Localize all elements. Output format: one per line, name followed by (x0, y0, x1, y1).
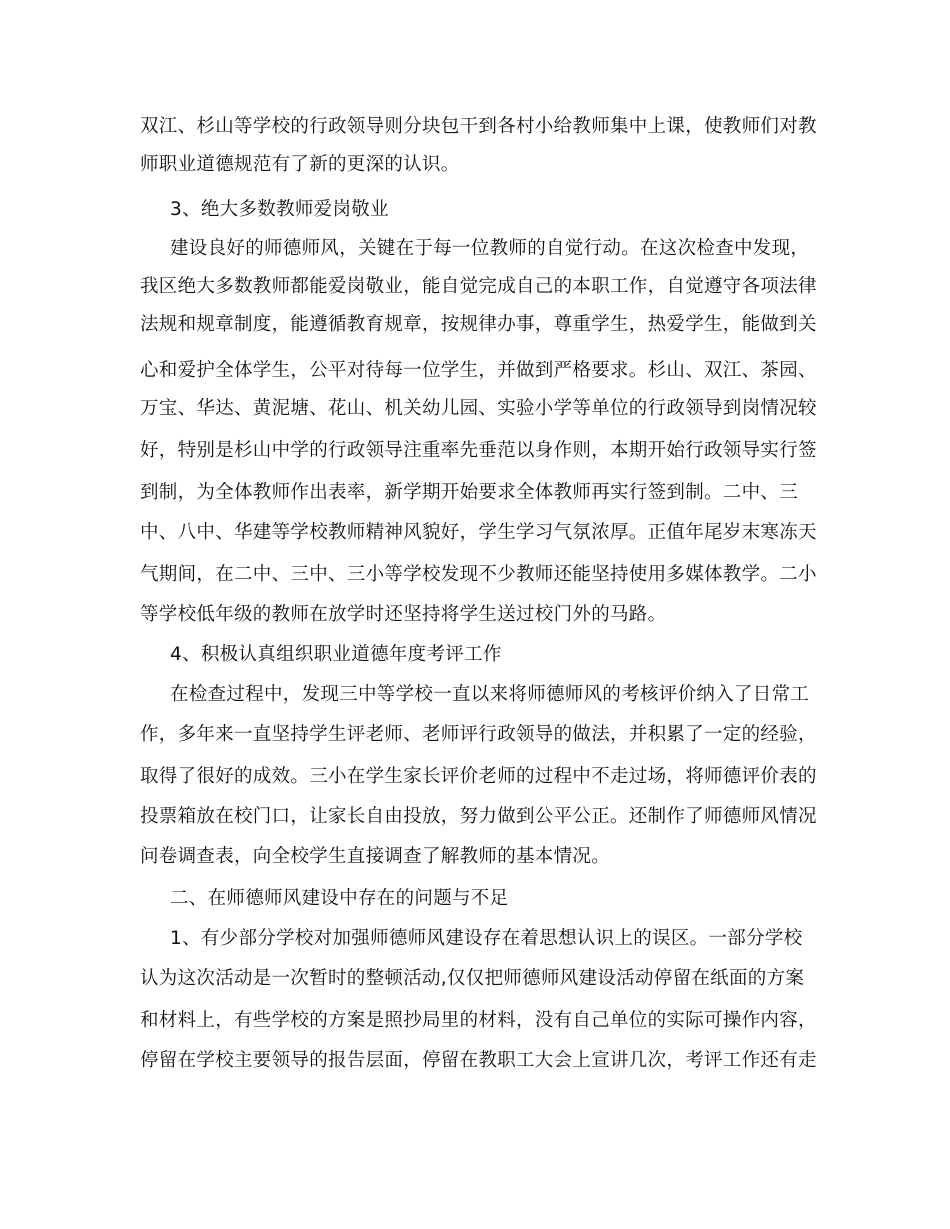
paragraph-line: 师职业道德规范有了新的更深的认识。 (140, 154, 460, 175)
section-heading: 4、积极认真组织职业道德年度考评工作 (170, 644, 502, 665)
paragraph-line: 我区绝大多数教师都能爱岗敬业，能自觉完成自己的本职工作，自觉遵守各项法律 (140, 276, 817, 297)
section-heading: 二、在师德师风建设中存在的问题与不足 (170, 888, 509, 909)
paragraph-line: 停留在学校主要领导的报告层面，停留在教职工大会上宣讲几次，考评工作还有走 (140, 1050, 817, 1071)
paragraph-line: 认为这次活动是一次暂时的整顿活动,仅仅把师德师风建设活动停留在纸面的方案 (140, 968, 805, 989)
paragraph-line: 法规和规章制度，能遵循教育规章，按规律办事，尊重学生，热爱学生，能做到关 (140, 314, 817, 335)
paragraph-line: 投票箱放在校门口，让家长自由投放，努力做到公平公正。还制作了师德师风情况 (140, 806, 817, 827)
paragraph-line: 双江、杉山等学校的行政领导则分块包干到各村小给教师集中上课，使教师们对教 (140, 116, 817, 137)
paragraph-line: 万宝、华达、黄泥塘、花山、机关幼儿园、实验小学等单位的行政领导到岗情况较 (140, 398, 817, 419)
paragraph-line: 心和爱护全体学生，公平对待每一位学生，并做到严格要求。杉山、双江、茶园、 (140, 360, 817, 381)
paragraph-line: 在检查过程中，发现三中等学校一直以来将师德师风的考核评价纳入了日常工 (170, 684, 810, 705)
paragraph-line: 到制，为全体教师作出表率，新学期开始要求全体教师再实行签到制。二中、三 (140, 482, 799, 503)
paragraph-line: 取得了很好的成效。三小在学生家长评价老师的过程中不走过场，将师德评价表的 (140, 766, 817, 787)
section-heading: 3、绝大多数教师爱岗敬业 (170, 199, 389, 220)
paragraph-line: 作，多年来一直坚持学生评老师、老师评行政领导的做法，并积累了一定的经验， (140, 724, 817, 745)
paragraph-line: 建设良好的师德师风，关键在于每一位教师的自觉行动。在这次检查中发现， (170, 238, 810, 259)
paragraph-line: 1、有少部分学校对加强师德师风建设存在着思想认识上的误区。一部分学校 (170, 928, 803, 949)
paragraph-line: 中、八中、华建等学校教师精神风貌好，学生学习气氛浓厚。正值年尾岁末寒冻天 (140, 522, 817, 543)
paragraph-line: 和材料上，有些学校的方案是照抄局里的材料，没有自己单位的实际可操作内容， (140, 1010, 817, 1031)
paragraph-line: 好，特别是杉山中学的行政领导注重率先垂范以身作则，本期开始行政领导实行签 (140, 440, 817, 461)
paragraph-line: 等学校低年级的教师在放学时还坚持将学生送过校门外的马路。 (140, 604, 667, 625)
paragraph-line: 问卷调查表，向全校学生直接调查了解教师的基本情况。 (140, 846, 611, 867)
paragraph-line: 气期间，在二中、三中、三小等学校发现不少教师还能坚持使用多媒体教学。二小 (140, 564, 817, 585)
